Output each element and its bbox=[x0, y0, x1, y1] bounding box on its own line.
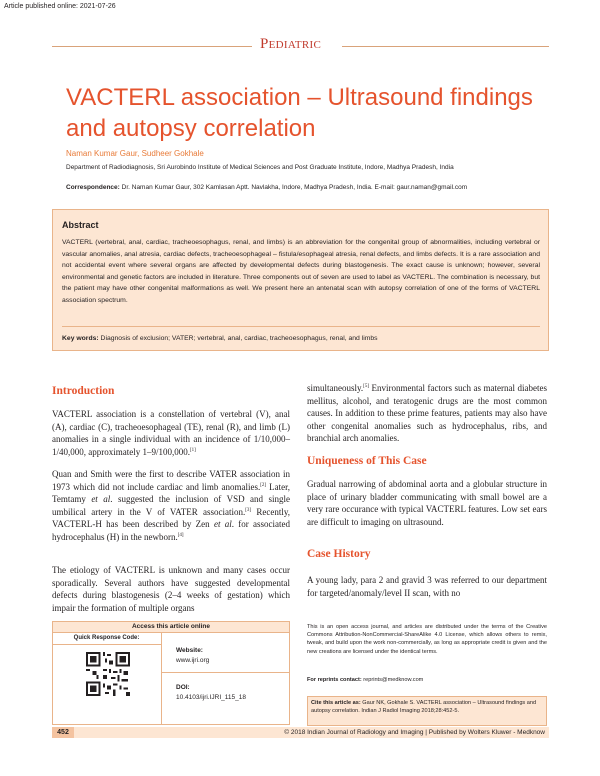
doi-label: DOI: bbox=[176, 684, 190, 691]
authors: Naman Kumar Gaur, Sudheer Gokhale bbox=[66, 149, 204, 158]
keywords-label: Key words: bbox=[62, 335, 99, 342]
keywords-text: Diagnosis of exclusion; VATER; vertebral, anal, cardiac, tracheoesophagus, renal, and limbs bbox=[98, 335, 378, 342]
doi-link[interactable]: 10.4103/ijri.IJRI_115_18 bbox=[176, 694, 246, 701]
cite-text bbox=[311, 699, 543, 715]
intro-p2-b: Later, Temtamy bbox=[52, 481, 291, 504]
ref-3[interactable]: [3] bbox=[245, 507, 252, 513]
ref-4[interactable]: [4] bbox=[177, 532, 184, 538]
intro-paragraph-1 bbox=[52, 408, 290, 458]
intro-paragraph-3: The etiology of VACTERL is unknown and many cases occur sporadically. Several authors have suggested developmental defects during blastogenesis (2–4 weeks of gestation) which impair the formation of multiple organs bbox=[52, 565, 290, 613]
qr-label: Quick Response Code: bbox=[52, 633, 162, 645]
case-history-text: A young lady, para 2 and gravid 3 was referred to our department for targeted/anomaly/level II scan, with no bbox=[307, 575, 547, 598]
cite-label: Cite this article as: bbox=[311, 700, 361, 706]
ref-5[interactable]: [5] bbox=[363, 384, 370, 389]
header-rule-left bbox=[52, 46, 252, 47]
license-text: This is an open access journal, and articles are distributed under the terms of the Creative Commons Attribution-NonCommercial-ShareAlike 4.0 License, which allows others to remix, tweak, and build upon the work non-commercially, as long as appropriate credit is given and the new creations are licensed under the identical terms. bbox=[307, 624, 547, 655]
uniqueness-text: Gradual narrowing of abdominal aorta and a globular structure in place of urinary bladder communicating with small bowel are a very rare occurance with typical VACTERL features. Low set ears are difficult to imaging on ultrasound. bbox=[307, 479, 547, 527]
published-date: Article published online: 2021-07-26 bbox=[4, 3, 116, 10]
ref-1[interactable]: [1] bbox=[189, 447, 196, 453]
uniqueness-heading: Uniqueness of This Case bbox=[307, 455, 427, 467]
intro-p2-c: . suggested the inclusion of VSD and single umbilical artery in the V of VATER association. bbox=[52, 494, 290, 517]
header-rule-right bbox=[342, 46, 549, 47]
etal-1: et al bbox=[91, 494, 111, 504]
correspondence-label: Correspondence: bbox=[66, 184, 120, 191]
reprints-email[interactable]: reprints@medknow.com bbox=[361, 677, 424, 683]
qr-code-icon[interactable] bbox=[86, 652, 130, 696]
reprints-label: For reprints contact: bbox=[307, 677, 362, 683]
keywords bbox=[62, 335, 540, 342]
abstract-divider bbox=[62, 326, 540, 327]
access-heading: Access this article online bbox=[52, 621, 290, 633]
intro-p2-e: . for associated hydrocephalus (H) in the newborn. bbox=[52, 519, 291, 542]
ref-2[interactable]: [2] bbox=[260, 482, 267, 488]
case-history-heading: Case History bbox=[307, 548, 371, 560]
intro-paragraph-2 bbox=[52, 468, 290, 543]
access-divider bbox=[162, 672, 290, 673]
page-number: 452 bbox=[52, 727, 74, 738]
affiliation: Department of Radiodiagnosis, Sri Aurobindo Institute of Medical Sciences and Post Graduate Institute, Indore, Madhya Pradesh, India bbox=[66, 164, 454, 171]
section-label: Pediatric bbox=[260, 36, 322, 52]
abstract-text: VACTERL (vertebral, anal, cardiac, tracheoesophagus, renal, and limbs) is an abbreviation for the congenital group of abnormalities, including vertebral or vascular anomalies, anal atresia, cardiac defects, tracheoesophageal – fistula/esophageal atresia, renal defects, and limbs defects. It is a rare association and not accidental event where several organs are affected by developmental defects during blastogenesis. The exact cause is unknown; however, several environmental and genetic factors are included in literature. Three components out of seven are used to label as VACTERL. The combination is necessary, but the patient may have other congenital malformations as well. We present here an antenatal scan with autopsy correlation of one of the forms of VACTERL association spectrum. bbox=[62, 239, 540, 304]
intro-heading: Introduction bbox=[52, 385, 115, 397]
article-title: VACTERL association – Ultrasound findings and autopsy correlation bbox=[66, 84, 533, 142]
cite-reference: Gaur NK, Gokhale S. VACTERL association – Ultrasound findings and autopsy correlation. Indian J Radiol Imaging 2018;28:452-5. bbox=[311, 700, 537, 715]
intro-p2-d: Recently, VACTERL-H has been described by Zen bbox=[52, 506, 291, 529]
abstract-heading: Abstract bbox=[62, 220, 99, 230]
intro-p3-cont: simultaneously. bbox=[307, 383, 364, 393]
intro-p2-a: Quan and Smith were the first to describe VATER association in 1973 which did not include cardiac and limb anomalies. bbox=[52, 469, 290, 492]
website-link[interactable]: www.ijri.org bbox=[176, 657, 210, 664]
access-divider-vertical bbox=[161, 633, 162, 725]
correspondence-text: Dr. Naman Kumar Gaur, 302 Kamlasan Aptt. Navlakha, Indore, Madhya Pradesh, India. E-mail: gaur.naman@gmail.com bbox=[119, 184, 468, 191]
etal-2: et al bbox=[213, 519, 232, 529]
correspondence bbox=[66, 184, 467, 191]
website-label: Website: bbox=[176, 647, 203, 654]
intro-p3-rest: Environmental factors such as maternal diabetes mellitus, alcohol, and teratogenic drugs are the most common causes. In addition to these prime features, patients may also have other congenital anomalies such as hydrocephalus, ribs, and branchial arch anomalies. bbox=[307, 383, 547, 443]
footer-text: © 2018 Indian Journal of Radiology and Imaging | Published by Wolters Kluwer - Medknow bbox=[284, 729, 545, 736]
intro-paragraph-3-continued bbox=[307, 382, 547, 445]
intro-p1-text: VACTERL association is a constellation of vertebral (V), anal (A), cardiac (C), tracheoesophageal (TE), renal (R), and limb (L) anomalies in a single individual with an incidence of 1/10,000–1/40,000, approximately 1–9/100,000. bbox=[52, 409, 290, 457]
reprints bbox=[307, 677, 423, 683]
